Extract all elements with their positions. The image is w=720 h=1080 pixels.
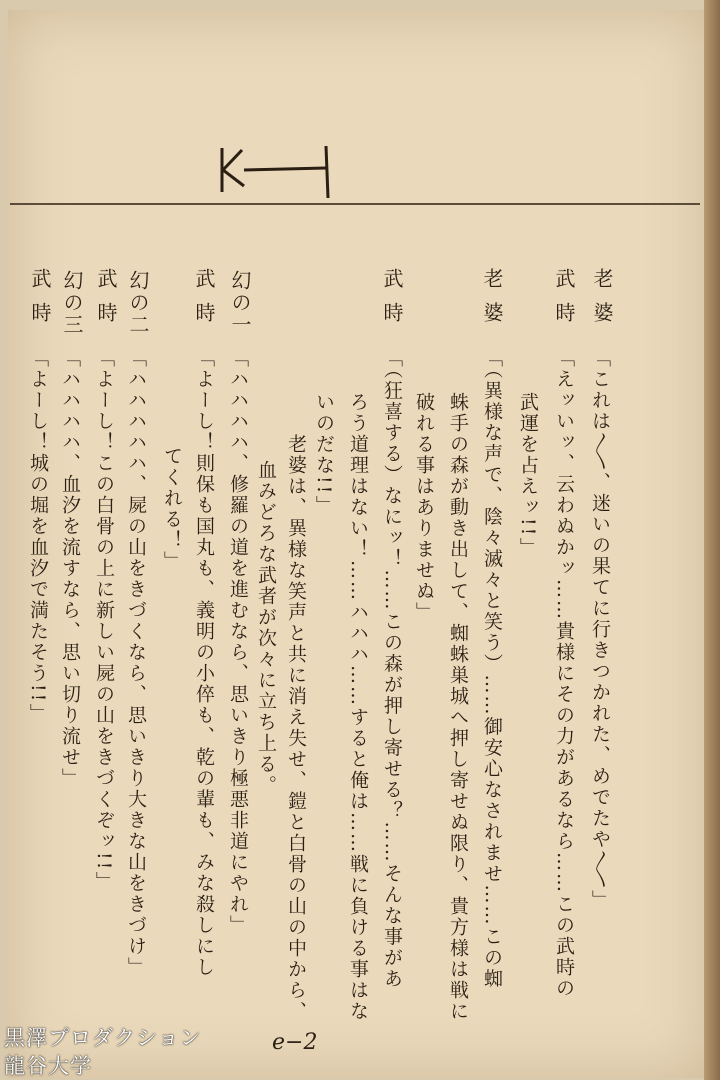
speaker-name: 老婆 bbox=[590, 268, 614, 336]
dialogue-line: 「（異様な声で、陰々滅々と笑う）……御安心なされませ……この蜘 bbox=[481, 348, 503, 990]
dialogue-line: 「ハハハハ、修羅の道を進むなら、思いきり極悪非道にやれ」 bbox=[227, 348, 249, 936]
speaker-name: 武時 bbox=[380, 268, 404, 336]
speaker-name: 老婆 bbox=[480, 268, 504, 336]
dialogue-line: ろう道理はない！……ハハハ……すると俺は……戦に負ける事はな bbox=[347, 392, 369, 1022]
dialogue-line: 「ハハハハ、血汐を流すなら、思い切り流せ」 bbox=[59, 348, 81, 789]
speaker-name: 幻の一 bbox=[228, 270, 252, 336]
dialogue-line: 「（狂喜する）なにッ！……この森が押し寄せる？……そんな事があ bbox=[381, 348, 403, 990]
watermark-line-2: 龍谷大学 bbox=[4, 1054, 92, 1078]
page-mark bbox=[208, 140, 348, 200]
dialogue-line: 武運を占えッ!!」 bbox=[517, 392, 539, 559]
stage-direction: 血みどろな武者が次々に立ち上る。 bbox=[255, 460, 277, 796]
stage-direction: 老婆は、異様な笑声と共に消え失せ、鎧と白骨の山の中から、 bbox=[285, 434, 307, 1022]
speaker-name: 幻の三 bbox=[60, 270, 84, 336]
page-number: e−2 bbox=[272, 1030, 318, 1055]
speaker-name: 武時 bbox=[28, 268, 52, 336]
dialogue-line: 破れる事はありませぬ」 bbox=[413, 392, 435, 623]
page-edge bbox=[704, 0, 720, 1080]
dialogue-line: 「えッいッ、云わぬかッ……貴様にその力があるなら……この武時の bbox=[553, 348, 575, 999]
ruled-line bbox=[10, 203, 700, 205]
dialogue-line: 「よーし！この白骨の上に新しい屍の山をきづくぞッ!!」 bbox=[93, 348, 115, 893]
speaker-name: 武時 bbox=[94, 268, 118, 336]
dialogue-line: 「よーし！則保も国丸も、義明の小倅も、乾の輩も、みな殺しにし bbox=[193, 348, 215, 978]
dialogue-line: 「ハハハハハ、屍の山をきづくなら、思いきり大きな山をきづけ」 bbox=[125, 348, 147, 978]
dialogue-line: 蛛手の森が動き出して、蜘蛛巣城へ押し寄せぬ限り、貴方様は戦に bbox=[447, 392, 469, 1022]
watermark-line-1: 黒澤プロダクション bbox=[4, 1026, 202, 1050]
dialogue-line: てくれる！」 bbox=[161, 446, 183, 572]
speaker-name: 幻の二 bbox=[126, 270, 150, 336]
speaker-name: 武時 bbox=[552, 268, 576, 336]
dialogue-line: 「これは〳〵、迷いの果てに行きつかれた、めでたや〳〵」 bbox=[589, 348, 611, 911]
speaker-name: 武時 bbox=[192, 268, 216, 336]
dialogue-line: 「よーし！城の堀を血汐で満たそう!!」 bbox=[27, 348, 49, 725]
dialogue-line: いのだな!!」 bbox=[313, 392, 335, 517]
